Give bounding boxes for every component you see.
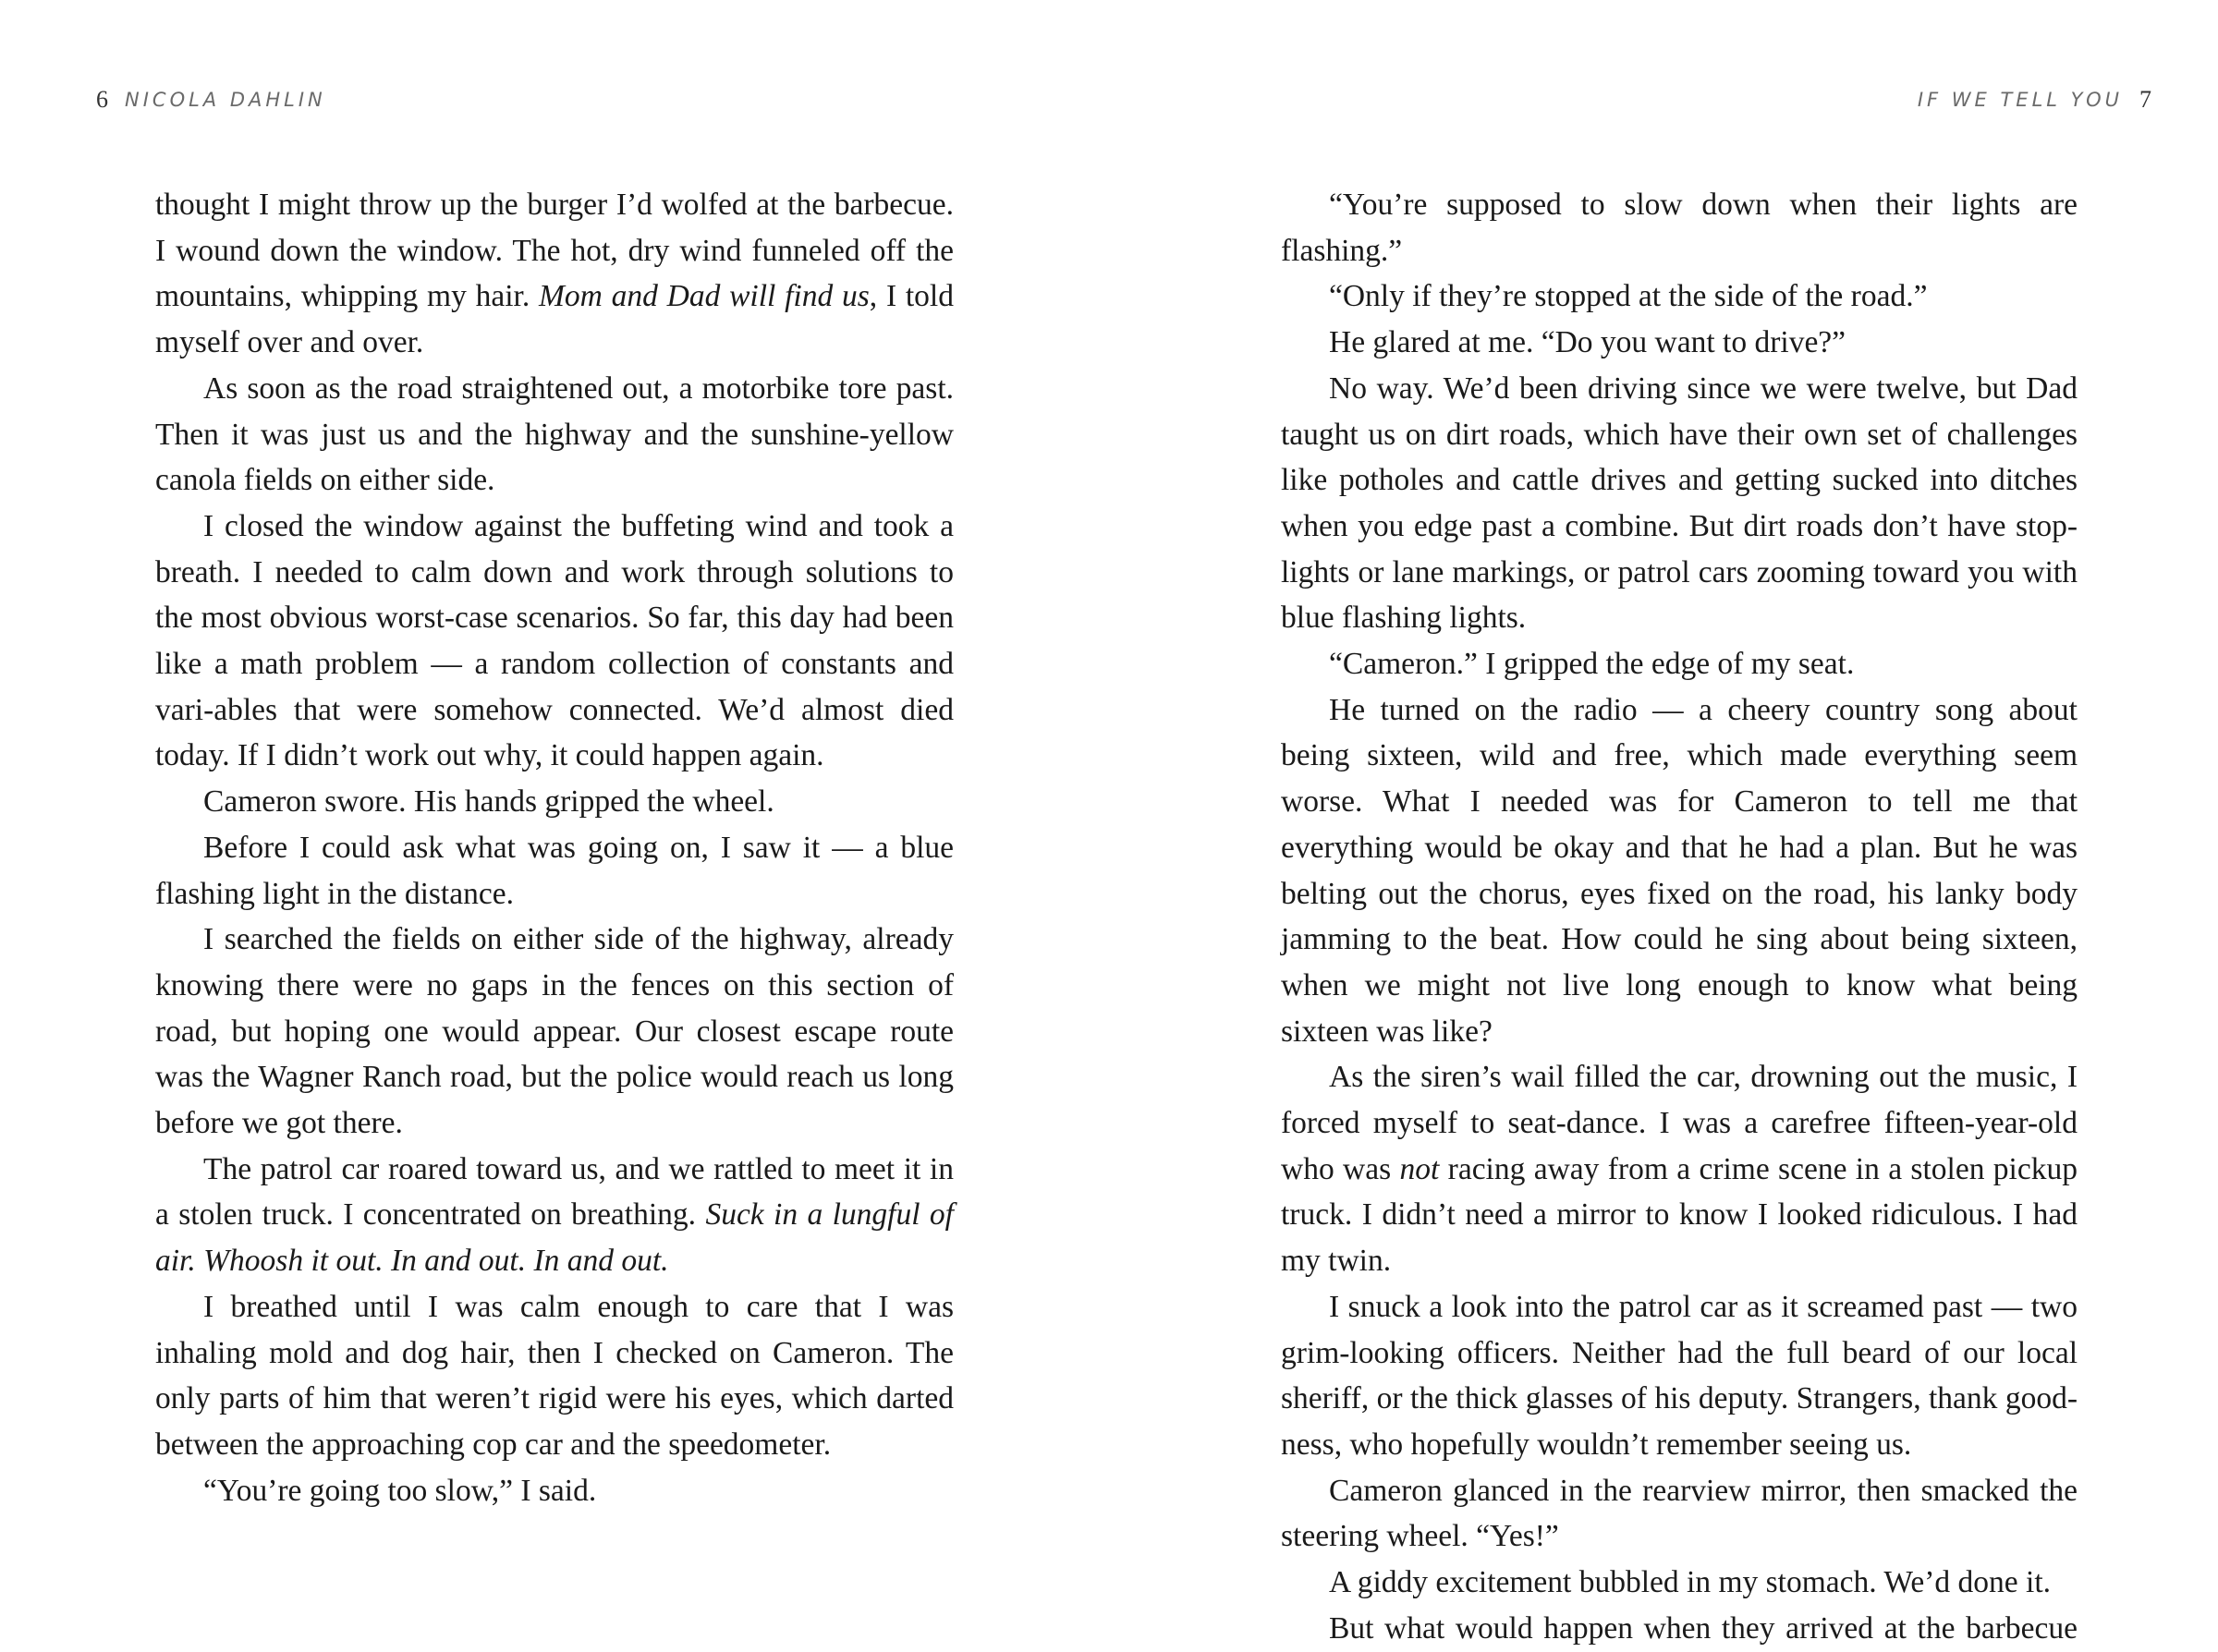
- right-page-number: 7: [2139, 86, 2151, 113]
- left-page: [0, 0, 1109, 1639]
- paragraph: Before I could ask what was going on, I saw it — a blue flashing light in the distance.: [155, 830, 954, 911]
- left-body-text: [155, 182, 954, 1513]
- paragraph: No way. We’d been driving since we were twelve, but Dad taught us on dirt roads, which have their own set of challenges like potholes and cattle drives and getting sucked into ditches when you edge past a combine. But dirt roads don’t have stop-lights or lane markings, or patrol cars zooming toward you with blue flashing lights.: [1281, 370, 2078, 636]
- paragraph: The patrol car roared toward us, and we rattled to meet it in a stolen truck. I concentrated on breathing. Suck in a lungful of air. Whoosh it out. In and out. In and out.: [155, 1151, 954, 1279]
- paragraph: As the siren’s wail filled the car, drowning out the music, I forced myself to seat-dance. I was a carefree fifteen-year-old who was not racing away from a crime scene in a stolen pickup truck. I didn’t need a mirror to know I looked ridiculous. I had my twin.: [1281, 1060, 2078, 1279]
- right-body-text: [1281, 182, 2078, 1652]
- paragraph: I closed the window against the buffeting wind and took a breath. I needed to calm down and work through solutions to the most obvious worst-case scenarios. So far, this day had been like a math problem — a random collection of constants and vari-ables that were somehow connected. We’d almost died today. If I didn’t work out why, it could happen again.: [155, 508, 954, 773]
- left-running-head: [96, 83, 326, 116]
- paragraph: But what would happen when they arrived at the barbecue: [1329, 1610, 2078, 1646]
- paragraph: “You’re going too slow,” I said.: [203, 1473, 597, 1508]
- paragraph: He glared at me. “Do you want to drive?”: [1329, 325, 1846, 360]
- paragraph: He turned on the radio — a cheery country song about being sixteen, wild and free, which made everything seem worse. What I needed was for Cameron to tell me that everything would be okay and that he had a plan. But he was belting out the chorus, eyes fixed on the road, his lanky body jamming to the beat. How could he sing about being sixteen, when we might not live long enough to know what being sixteen was like?: [1281, 692, 2078, 1049]
- paragraph: thought I might throw up the burger I’d wolfed at the barbecue. I wound down the window. The hot, dry wind funneled off the mountains, whipping my hair. Mom and Dad will find us, I told myself over and over.: [155, 188, 954, 360]
- paragraph: I searched the fields on either side of the highway, already knowing there were no gaps in the fences on this section of road, but hoping one would appear. Our closest escape route was the Wagner Ranch road, but the police would reach us long before we got there.: [155, 922, 954, 1141]
- paragraph: I snuck a look into the patrol car as it screamed past — two grim-looking officers. Neither had the full beard of our local sheriff, or the thick glasses of his deputy. Strangers, thank good-ness, who hopefully wouldn’t remember seeing us.: [1281, 1289, 2078, 1462]
- paragraph: “Cameron.” I gripped the edge of my seat.: [1329, 647, 1855, 682]
- author-name-header: NICOLA DAHLIN: [125, 89, 326, 111]
- paragraph: I breathed until I was calm enough to care that I was inhaling mold and dog hair, then I checked on Cameron. The only parts of him that weren’t rigid were his eyes, which darted between the approaching cop car and the speedometer.: [155, 1289, 954, 1462]
- paragraph: “Only if they’re stopped at the side of the road.”: [1329, 279, 1928, 314]
- left-page-number: 6: [96, 86, 108, 113]
- book-title-header: IF WE TELL YOU: [1917, 89, 2123, 111]
- paragraph: Cameron glanced in the rearview mirror, then smacked the steering wheel. “Yes!”: [1281, 1473, 2078, 1554]
- paragraph: A giddy excitement bubbled in my stomach. We’d done it.: [1329, 1565, 2052, 1600]
- right-page: [1109, 0, 2218, 1646]
- paragraph: “You’re supposed to slow down when their lights are flashing.”: [1281, 188, 2078, 268]
- paragraph: Cameron swore. His hands gripped the wheel.: [203, 784, 774, 820]
- paragraph: As soon as the road straightened out, a motorbike tore past. Then it was just us and the highway and the sunshine-yellow canola fields on either side.: [155, 370, 954, 498]
- right-running-head: [1918, 83, 2151, 116]
